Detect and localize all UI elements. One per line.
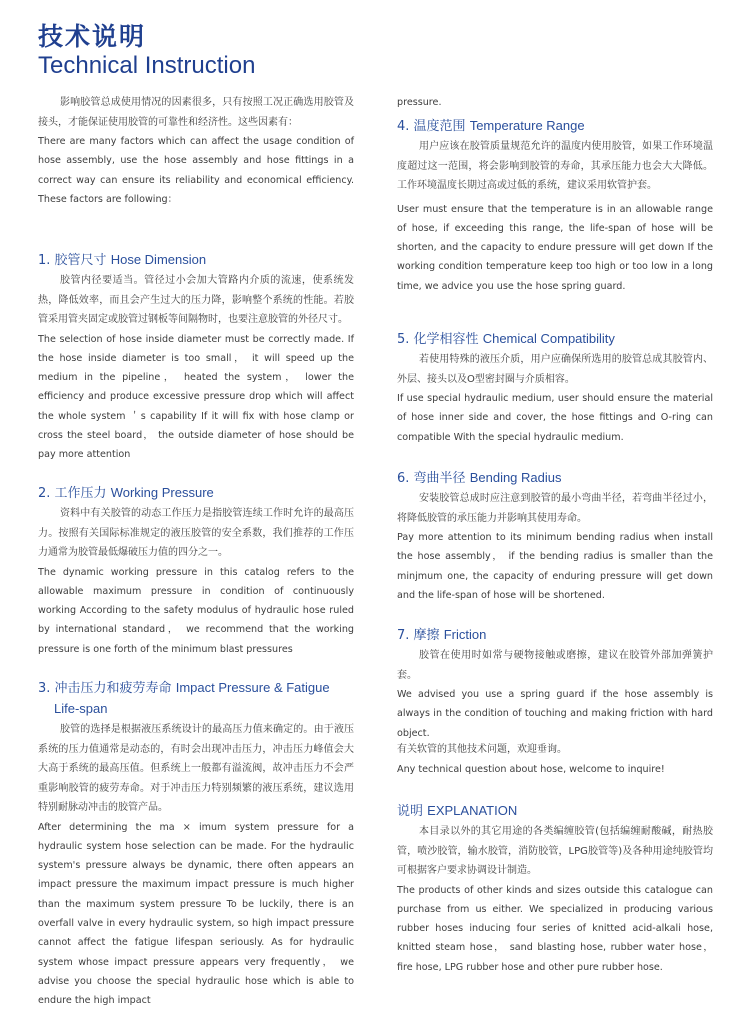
section-body-en: We advised you use a spring guard if the hose assembly is always in the condition of touching and making friction with hard object. — [397, 689, 713, 739]
section-body-en-continued: pressure. — [397, 97, 442, 108]
page-title-cn: 技术说明 — [38, 22, 147, 51]
section-body-cn: 胶管内径要适当。管径过小会加大管路内介质的流速，使系统发热，降低效率，而且会产生过大的压力降，影响整个系统的性能。若胶管采用管夹固定或胶管过钢板等间隔物时，也要注意胶管的外径尺寸。 — [38, 275, 354, 325]
section-body-cn: 资料中有关胶管的动态工作压力是指胶管连续工作时允许的最高压力。按照有关国际标准规定的液压胶管的安全系数，我们推荐的工作压力通常为胶管最低爆破压力值的四分之一。 — [38, 508, 354, 558]
section-body-cn: 安装胶管总成时应注意到胶管的最小弯曲半径，若弯曲半径过小，将降低胶管的承压能力并影响其使用寿命。 — [397, 493, 713, 524]
section-impact-pressure — [38, 678, 354, 1010]
section-body-en: Pay more attention to its minimum bending radius when install the hose assembly， if the bending radius is smaller than the minjmum one, the capacity of enduring pressure will get down and the life-span of hose will be shortened. — [397, 532, 713, 601]
section-body-en: After determining the ma × imum system pressure for a hydraulic system hose selection can be made. For the hydraulic system's pressure always be dynamic, there often appears an impact pressure the maximum impact pressure is much higher than the maximum system pressure To be luckily, there is an overfall valve in every hydraulic system, so high impact pressure cannot affect the fatigue lifespan seriously. As for hydraulic system whose impact pressure appears very frequently， we advise you choose the special hydraulic hose which is able to endure the high impact — [38, 821, 354, 1007]
section-body-cn: 胶管在使用时如常与硬物接触或磨擦，建议在胶管外部加弹簧护套。 — [397, 650, 713, 681]
intro-block — [38, 93, 354, 209]
section-heading: 3. 冲击压力和疲劳寿命 Impact Pressure & Fatigue — [38, 680, 330, 696]
intro-en: There are many factors which can affect the usage condition of hose assembly, use the hose assembly and hose fittings in a correct way can ensure its reliability and economical efficiency. These factors are following： — [38, 136, 354, 205]
inquiry-cn: 有关软管的其他技术问题，欢迎垂询。 — [397, 744, 567, 755]
section-body-cn: 用户应该在胶管质量规范允许的温度内使用胶管，如果工作环境温度超过这一范围，将会影响到胶管的寿命，其承压能力也会大大降低。工作环境温度长期过高或过低的系统，建议采用软管护套。 — [397, 141, 713, 191]
explanation-cn: 本目录以外的其它用途的各类编缠胶管(包括编缠耐酸碱，耐热胶管，喷沙胶管，输水胶管，消防胶管，LPG胶管等)及各种用途纯胶管均可根据客户要求协调设计制造。 — [397, 826, 713, 876]
section-heading: 5. 化学相容性 Chemical Compatibility — [397, 331, 615, 347]
inquiry-block — [397, 740, 713, 779]
section-heading: 1. 胶管尺寸 Hose Dimension — [38, 252, 207, 268]
section-heading-line2: Life-span — [54, 701, 108, 716]
section-temperature-range — [397, 116, 713, 296]
section-heading: 2. 工作压力 Working Pressure — [38, 485, 214, 501]
explanation-block — [397, 801, 713, 977]
section-bending-radius — [397, 468, 713, 605]
section-body-en: User must ensure that the temperature is in an allowable range of hose, if exceeding this range, the life-span of hose will be shorten, and the capacity to endure pressure will get down If the working condition temperature keep too high or too low in a long time, we advice you use the hose spring guard. — [397, 203, 713, 292]
section-hose-dimension — [38, 250, 354, 465]
explanation-heading: 说明 EXPLANATION — [397, 803, 518, 819]
section-heading: 4. 温度范围 Temperature Range — [397, 118, 585, 134]
section-friction — [397, 625, 713, 743]
section-body-en: If use special hydraulic medium, user should ensure the material of hose inner side and cover, the hose fittings and O-ring can compatible With the special hydraulic medium. — [397, 393, 713, 443]
section-working-pressure — [38, 483, 354, 659]
explanation-en: The products of other kinds and sizes outside this catalogue can purchase from us either. We specialized in producing various rubber hoses inducing four series of knitted acid-alkali hose, knitted steam hose， sand blasting hose, rubber water hose， fire hose, LPG rubber hose and other pure rubber hose. — [397, 884, 713, 973]
inquiry-en: Any technical question about hose, welcome to inquire! — [397, 763, 665, 775]
page-title-en: Technical Instruction — [38, 52, 256, 79]
section-heading: 7. 摩擦 Friction — [397, 627, 487, 643]
impact-pressure-continued — [397, 93, 713, 112]
section-chemical-compatibility — [397, 329, 713, 447]
section-body-cn: 若使用特殊的液压介质，用户应确保所选用的胶管总成其胶管内、外层、接头以及O型密封圈与介质相容。 — [397, 354, 713, 385]
intro-cn: 影响胶管总成使用情况的因素很多，只有按照工况正确选用胶管及接头，才能保证使用胶管的可靠性和经济性。这些因素有： — [38, 97, 354, 128]
section-heading: 6. 弯曲半径 Bending Radius — [397, 470, 562, 486]
section-body-en: The selection of hose inside diameter must be correctly made. If the hose inside diameter is too small， it will speed up the medium in the pipeline， heated the system， lower the efficiency and produce excessive pressure drop which will affect the whole system ＇s capability If it will fix with hose clamp or cross the steel board， the outside diameter of hose should be pay more attention — [38, 333, 354, 461]
section-body-cn: 胶管的选择是根据液压系统设计的最高压力值来确定的。由于液压系统的压力值通常是动态的，有时会出现冲击压力，冲击压力峰值会大大高于系统的最高压值。但系统上一般都有溢流阀，故冲击压力不会严重影响胶管的疲劳寿命。对于冲击压力特别频繁的液压系统，建议选用特别耐脉动冲击的胶管产品。 — [38, 724, 354, 813]
section-body-en: The dynamic working pressure in this catalog refers to the allowable maximum pressure in condition of continuously working According to the safety modulus of hydraulic hose ruled by international standard， we recommend that the working pressure is one forth of the minimum blast pressures — [38, 566, 354, 655]
